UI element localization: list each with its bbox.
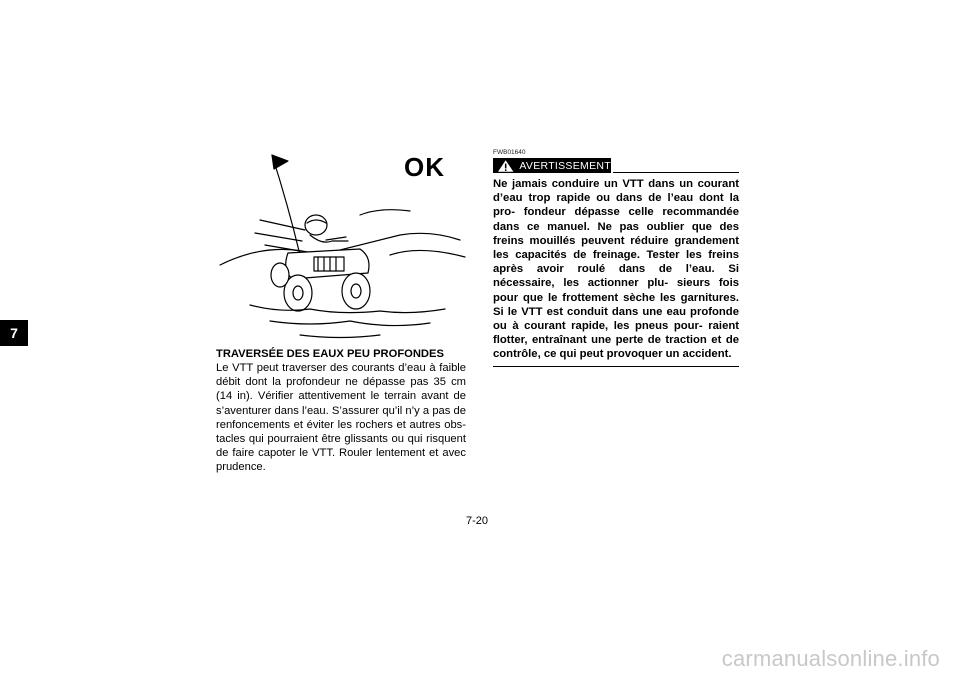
helmet [305, 215, 327, 235]
text-line: Le VTT peut traverser des courants d’eau à faible [216, 362, 466, 374]
text-line: manuel. Ne pas oublier que des freins mouillés [493, 220, 739, 247]
ok-label: OK [404, 152, 445, 182]
text-line: d’eau trop rapide ou dans de l’eau dont la pro- [493, 192, 739, 219]
text-line: prudence. [216, 461, 266, 474]
text-line: tacles qui pourraient être glissants ou qui risquent [216, 433, 466, 446]
text-line: s’aventurer dans l’eau. S’assurer qu’il n’y a pas de [216, 404, 466, 417]
warning-badge [493, 158, 611, 173]
hill-line [390, 250, 465, 257]
text-line: fondeur dépasse celle recommandée dans ce [493, 206, 739, 233]
text-line: de contrôle, ce qui peut provoquer un accident. [493, 334, 740, 361]
text-line: sieurs fois pour que le frottement sèche les [493, 277, 739, 304]
hill-line [360, 210, 410, 215]
warning-header [493, 158, 739, 175]
wheel [342, 273, 370, 309]
wheel [271, 263, 289, 287]
warning-text [493, 177, 739, 362]
section-body [216, 361, 466, 475]
text-line: Ne jamais conduire un VTT dans un courant [493, 178, 739, 190]
motion-line [260, 220, 305, 230]
text-line: in). Vérifier attentivement le terrain avant de [237, 390, 467, 403]
text-line: dans de l’eau. Si nécessaire, les actionner plu- [493, 263, 739, 290]
watermark: carmanualsonline.info [721, 646, 940, 671]
text-line: freinage. Tester les freins après avoir roulé [493, 249, 739, 276]
warning-code: FWB01640 [493, 149, 526, 156]
warning-triangle-icon [497, 159, 514, 173]
text-line: profonde ou à courant rapide, les pneus pour- [493, 305, 739, 333]
warning-rule [613, 172, 739, 173]
rider-arm [326, 237, 346, 240]
text-line: renfoncements et éviter les rochers et autres obs- [216, 418, 466, 431]
water-line [300, 335, 380, 338]
text-line: raient flotter, entraînant une perte de traction et [493, 320, 740, 347]
text-line: garnitures. Si le VTT est conduit dans une eau [493, 291, 740, 318]
warning-box [493, 149, 739, 367]
text-line: débit dont la profondeur ne dépasse pas 35 cm (14 [216, 376, 466, 403]
page-number: 7-20 [466, 515, 489, 527]
water-line [270, 321, 430, 326]
section-title: TRAVERSÉE DES EAUX PEU PROFONDES [216, 348, 444, 360]
shallow-water-section [216, 347, 466, 475]
text-line: peuvent réduire grandement les capacités de [493, 234, 740, 262]
warning-label: AVERTISSEMENT [519, 159, 611, 172]
chapter-tab: 7 [0, 320, 28, 346]
warning-bottom-rule [493, 366, 739, 367]
rider-body [310, 235, 348, 242]
text-line: de faire capoter le VTT. Rouler lentement et avec [216, 447, 466, 460]
